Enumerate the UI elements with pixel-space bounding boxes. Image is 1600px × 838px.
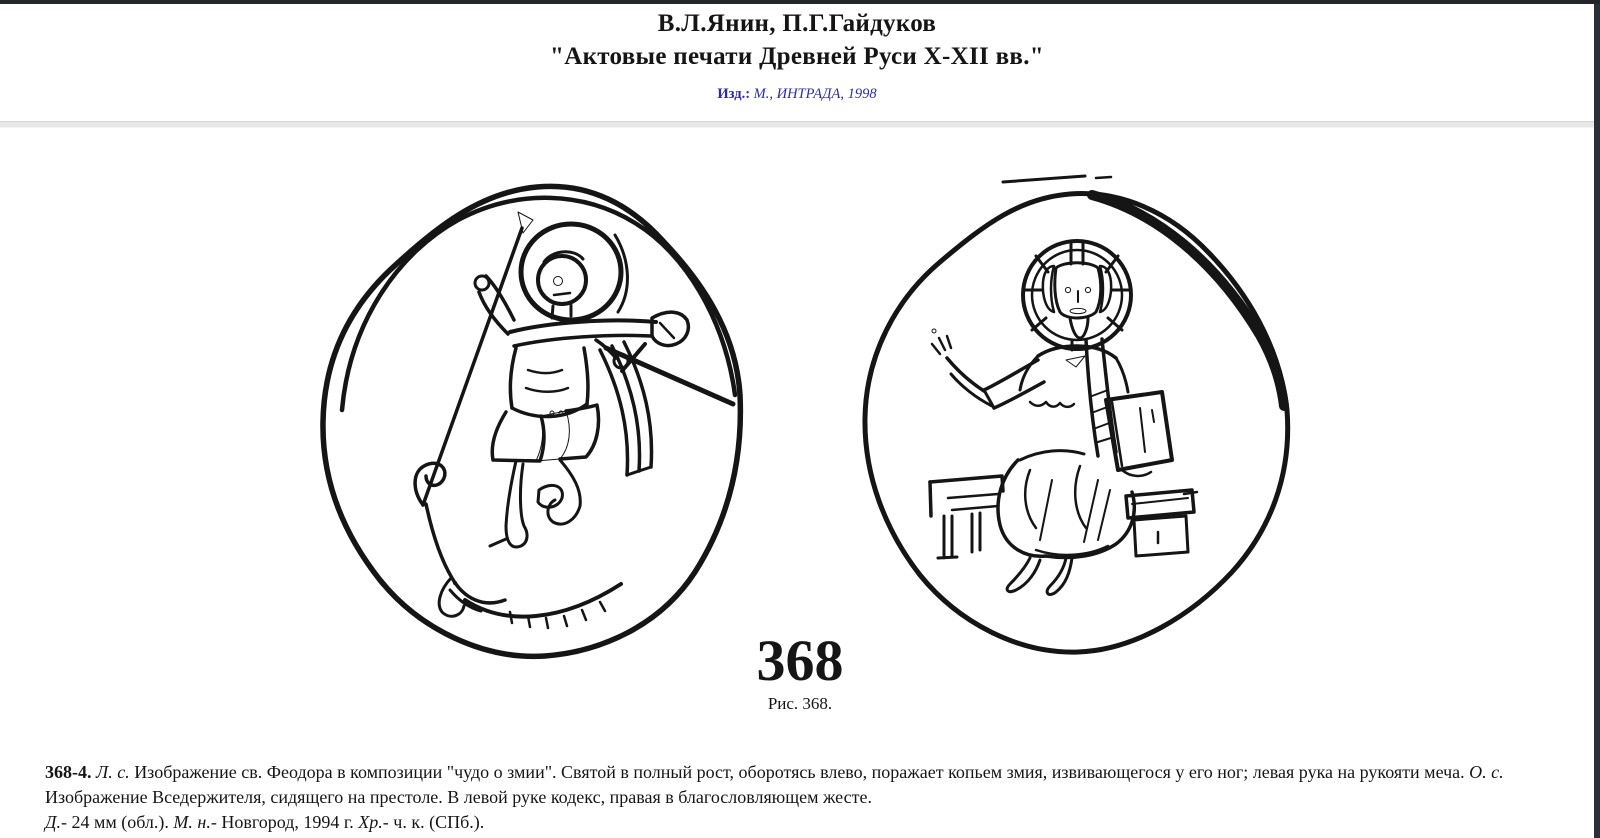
figure-caption: Рис. 368. (767, 694, 833, 713)
seal-obverse-drawing (300, 160, 760, 660)
seal-reverse-drawing (840, 160, 1300, 660)
throne (930, 476, 1197, 558)
text-run: 368-4. (45, 762, 92, 782)
figure-number: 368 (756, 628, 844, 693)
text-run: Д. (45, 812, 61, 832)
publisher-label: Изд.: (717, 86, 751, 102)
reverse-contour (865, 176, 1288, 652)
text-run: Изображение Вседержителя, сидящего на престоле. В левой руке кодекс, правая в благословляющем жесте. (45, 787, 872, 807)
text-run: - Новгород, 1994 г. (210, 812, 359, 832)
window-top-edge (0, 0, 1600, 4)
text-run: М. н. (173, 812, 211, 832)
saint-figure (423, 212, 733, 547)
catalog-entry-details (45, 810, 1563, 835)
publisher-line (0, 86, 1594, 103)
header-divider (0, 121, 1594, 128)
text-run: О. с. (1469, 762, 1504, 782)
text-run: Изображение св. Феодора в композиции "чудо о змии". Святой в полный рост, оборотясь влево, поражает копьем змия, извивающегося у его ног; левая рука на рукояти меча. (129, 762, 1470, 782)
text-run: - 24 мм (обл.). (60, 812, 174, 832)
book-title: "Актовые печати Древней Руси X-XII вв." (550, 43, 1044, 70)
catalog-entry-main (45, 760, 1563, 810)
obverse-contour (323, 186, 740, 656)
page-header (0, 4, 1594, 103)
text-run: - ч. к. (СПб.). (382, 812, 485, 832)
catalog-entry (45, 760, 1563, 835)
publisher-value: М., ИНТРАДА, 1998 (750, 86, 877, 102)
text-run: Л. с. (96, 762, 130, 782)
scrollbar-track[interactable] (1594, 0, 1600, 838)
book-authors: В.Л.Янин, П.Г.Гайдуков (657, 10, 937, 37)
text-run: Хр. (358, 812, 383, 832)
